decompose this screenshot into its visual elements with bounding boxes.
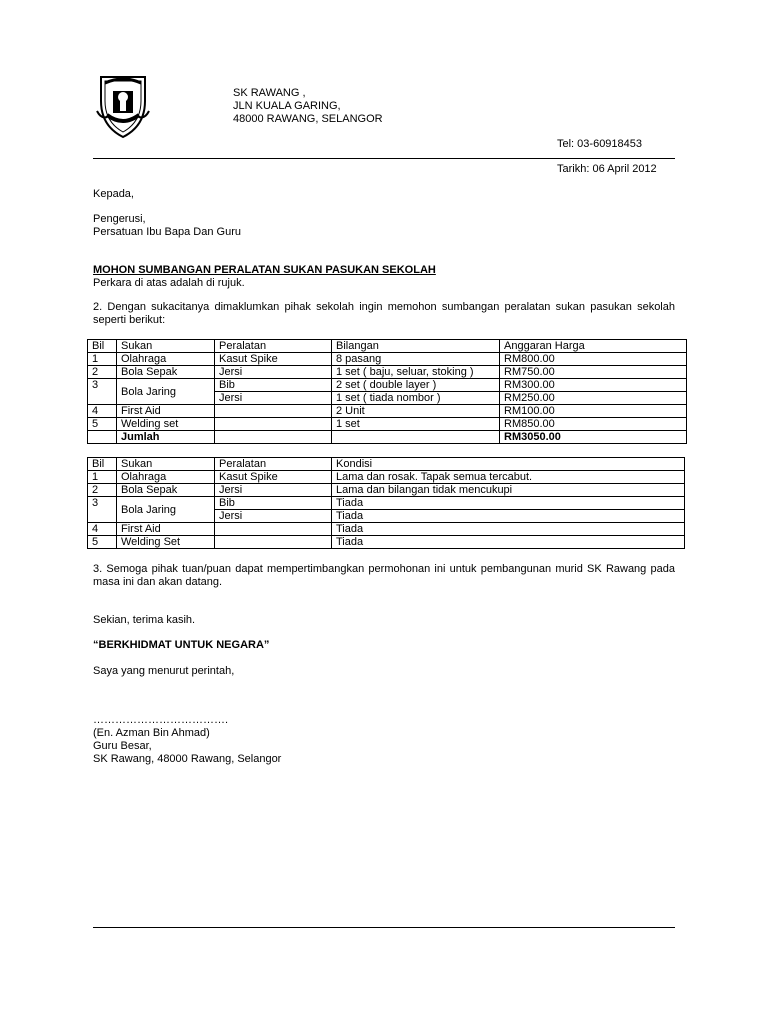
footer-divider — [93, 927, 675, 928]
school-crest-icon — [93, 71, 153, 141]
cell-bil: 2 — [88, 484, 117, 497]
header-divider — [93, 158, 675, 159]
table-row — [88, 497, 685, 510]
cell-bil: 5 — [88, 418, 117, 431]
cell-bil: 3 — [88, 497, 117, 523]
total-value: RM3050.00 — [500, 431, 687, 444]
recipient-line: Persatuan Ibu Bapa Dan Guru — [93, 226, 241, 238]
cell-peralatan: Kasut Spike — [215, 353, 332, 366]
cell-bil: 1 — [88, 471, 117, 484]
cell-peralatan: Jersi — [215, 366, 332, 379]
cell-harga: RM300.00 — [500, 379, 687, 392]
equipment-condition-table — [87, 457, 685, 549]
header-cell: Bilangan — [332, 340, 500, 353]
signatory-address: SK Rawang, 48000 Rawang, Selangor — [93, 753, 282, 765]
cell-peralatan — [215, 523, 332, 536]
cell-harga: RM250.00 — [500, 392, 687, 405]
total-label: Jumlah — [117, 431, 215, 444]
address-line: 48000 RAWANG, SELANGOR — [233, 113, 383, 125]
table-header-row — [88, 458, 685, 471]
cell-peralatan: Jersi — [215, 484, 332, 497]
cell-peralatan — [215, 431, 332, 444]
paragraph-2: 2. Dengan sukacitanya dimaklumkan pihak sekolah ingin memohon sumbangan peralatan sukan pasukan sekolah seperti berikut: — [93, 301, 675, 326]
cell-kondisi: Tiada — [332, 536, 685, 549]
cell-sukan: Olahraga — [117, 471, 215, 484]
table-row — [88, 471, 685, 484]
cell-kondisi: Tiada — [332, 523, 685, 536]
cell-bil: 2 — [88, 366, 117, 379]
address-line: SK RAWANG , — [233, 87, 306, 99]
cell-peralatan — [215, 418, 332, 431]
cell-peralatan — [215, 405, 332, 418]
cell-peralatan: Bib — [215, 497, 332, 510]
table-row — [88, 523, 685, 536]
cell-bil: 4 — [88, 405, 117, 418]
letter-date: Tarikh: 06 April 2012 — [557, 163, 657, 175]
cell-sukan: Welding Set — [117, 536, 215, 549]
table-row — [88, 353, 687, 366]
header-cell: Kondisi — [332, 458, 685, 471]
signatory-title: Guru Besar, — [93, 740, 152, 752]
cell-harga: RM800.00 — [500, 353, 687, 366]
header-cell: Peralatan — [215, 340, 332, 353]
table-row — [88, 484, 685, 497]
cell-bilangan — [332, 431, 500, 444]
salutation: Kepada, — [93, 188, 134, 200]
cell-harga: RM850.00 — [500, 418, 687, 431]
table-row — [88, 536, 685, 549]
valediction: Saya yang menurut perintah, — [93, 665, 235, 677]
cell-sukan: First Aid — [117, 405, 215, 418]
cell-sukan: First Aid — [117, 523, 215, 536]
cell-harga: RM750.00 — [500, 366, 687, 379]
cell-kondisi: Lama dan bilangan tidak mencukupi — [332, 484, 685, 497]
equipment-cost-table — [87, 339, 687, 444]
cell-bilangan: 2 set ( double layer ) — [332, 379, 500, 392]
cell-harga: RM100.00 — [500, 405, 687, 418]
cell-bilangan: 1 set ( tiada nombor ) — [332, 392, 500, 405]
cell-sukan: Olahraga — [117, 353, 215, 366]
address-line: JLN KUALA GARING, — [233, 100, 341, 112]
closing-line: Sekian, terima kasih. — [93, 614, 196, 626]
signatory-block — [93, 727, 281, 766]
cell-sukan: Bola Sepak — [117, 366, 215, 379]
cell-bil: 1 — [88, 353, 117, 366]
cell-bilangan: 2 Unit — [332, 405, 500, 418]
telephone: Tel: 03-60918453 — [557, 138, 643, 150]
school-address — [233, 87, 383, 126]
cell-peralatan — [215, 536, 332, 549]
slogan: “BERKHIDMAT UNTUK NEGARA” — [93, 639, 270, 651]
cell-peralatan: Bib — [215, 379, 332, 392]
cell-sukan: Welding set — [117, 418, 215, 431]
header-cell: Sukan — [117, 458, 215, 471]
reference-line: Perkara di atas adalah di rujuk. — [93, 277, 245, 289]
table-header-row — [88, 340, 687, 353]
header-cell: Anggaran Harga — [500, 340, 687, 353]
paragraph-3: 3. Semoga pihak tuan/puan dapat mempertimbangkan permohonan ini untuk pembangunan murid SK Rawang pada masa ini dan akan datang. — [93, 563, 675, 588]
cell-peralatan: Jersi — [215, 392, 332, 405]
signature-line: ………………………………. — [93, 714, 229, 726]
table-row — [88, 418, 687, 431]
cell-sukan: Bola Jaring — [117, 497, 215, 523]
header-cell: Peralatan — [215, 458, 332, 471]
table-row — [88, 405, 687, 418]
cell-kondisi: Tiada — [332, 497, 685, 510]
cell-kondisi: Tiada — [332, 510, 685, 523]
cell-sukan: Bola Jaring — [117, 379, 215, 405]
recipient — [93, 213, 241, 239]
signatory-name: (En. Azman Bin Ahmad) — [93, 727, 210, 739]
cell-kondisi: Lama dan rosak. Tapak semua tercabut. — [332, 471, 685, 484]
cell-bilangan: 1 set ( baju, seluar, stoking ) — [332, 366, 500, 379]
header-cell: Sukan — [117, 340, 215, 353]
table-row — [88, 379, 687, 392]
cell-sukan: Bola Sepak — [117, 484, 215, 497]
header-cell: Bil — [88, 458, 117, 471]
cell-peralatan: Jersi — [215, 510, 332, 523]
cell-bilangan: 1 set — [332, 418, 500, 431]
table-row — [88, 366, 687, 379]
header-cell: Bil — [88, 340, 117, 353]
cell-peralatan: Kasut Spike — [215, 471, 332, 484]
cell-bil: 5 — [88, 536, 117, 549]
cell-bilangan: 8 pasang — [332, 353, 500, 366]
cell-bil — [88, 431, 117, 444]
letter-subject: MOHON SUMBANGAN PERALATAN SUKAN PASUKAN SEKOLAH — [93, 264, 436, 276]
table-total-row — [88, 431, 687, 444]
recipient-line: Pengerusi, — [93, 213, 146, 225]
cell-bil: 4 — [88, 523, 117, 536]
cell-bil: 3 — [88, 379, 117, 405]
